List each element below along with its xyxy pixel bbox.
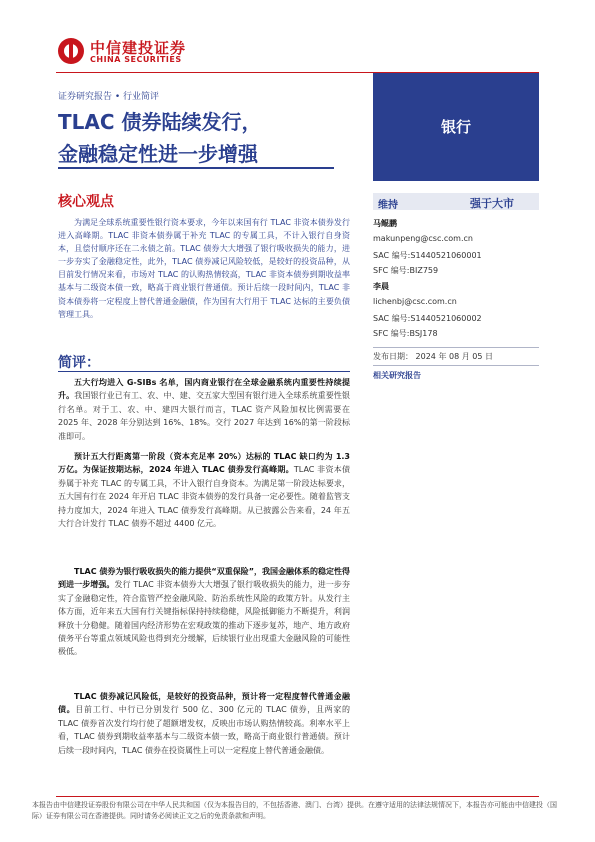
review-paragraph-3 (58, 565, 350, 659)
review-paragraph-4-body: 目前工行、中行已分别发行 500 亿、300 亿元的 TLAC 债券，且两家的 TLAC 债券首次发行均行使了超额增发权，反映出市场认购热情较高。利率水平上看，TLAC 债券到期收益率基本与二级资本债一致，略高于商业银行普通债。预计后续一段时间内，TLAC 债券在投资属性上可以一定程度上替代普通金融债。 (58, 705, 350, 755)
analyst-2-email[interactable]: lichenbj@csc.com.cn (373, 297, 457, 306)
review-paragraph-1 (58, 376, 350, 443)
review-paragraph-1-body: 我国银行业已有工、农、中、建、交五家大型国有银行进入全球系统重要性银行名单。对于工、农、中、建四大银行而言，TLAC 资产风险加权比例需要在 2025 年、2028 年分别达到 16%、18%。交行 2027 年达到 16%的第一阶段标准即可。 (58, 391, 351, 441)
logo-cn: 中信建投证券 (90, 39, 187, 57)
review-rule (58, 371, 350, 372)
date-rule (373, 347, 539, 348)
review-heading: 简评： (58, 355, 100, 371)
related-reports[interactable]: 相关研究报告 (373, 371, 421, 380)
analyst-2-name: 李晨 (373, 282, 389, 291)
analyst-2-sac: SAC 编号:S1440521060002 (373, 314, 482, 323)
title-line-2: 金融稳定性进一步增强 (58, 142, 258, 166)
title-underline (58, 167, 334, 169)
analyst-1-sfc: SFC 编号:BIZ759 (373, 266, 439, 275)
analyst-1-email[interactable]: makunpeng@csc.com.cn (373, 234, 473, 243)
core-text: 为满足全球系统重要性银行资本要求，今年以来国有行 TLAC 非资本债券发行进入高峰期。TLAC 非资本债券属于补充 TLAC 的专属工具，不计入银行自身资本，且偿付顺序还在二永债之前。TLAC 债券大大增强了银行吸收损失的能力，进一步夯实了金融稳定性，此外，TLAC 债券减记风险较低，是较好的投资品种，从目前发行情况来看，市场对 TLAC 的认购热情较高，TLAC 非资本债券到期收益率基本与二级资本债一致，略高于商业银行普通债。预计后续一段时间内，TLAC 非资本债券将一定程度上替代普通金融债，作为国有大行用于 TLAC 达标的主要负债管理工具。 (58, 218, 350, 319)
publish-date: 发布日期： 2024 年 08 月 05 日 (373, 352, 493, 361)
review-paragraph-4-lead: TLAC 债券减记风险低，是较好的投资品种，预计将一定程度替代普通金融债。 (58, 692, 350, 715)
footer-disclaimer: 本报告由中信建投证券股份有限公司在中华人民共和国（仅为本报告目的，不包括香港、澳门、台湾）提供。在遵守适用的法律法规情况下，本报告亦可能由中信建投（国际）证券有限公司在香港提供。同时请务必阅读正文之后的免责条款和声明。 (32, 801, 557, 820)
related-rule (373, 365, 539, 366)
analyst-2-sfc: SFC 编号:BSJ178 (373, 329, 438, 338)
sector-label: 银行 (440, 118, 471, 136)
footer-rule (56, 796, 539, 797)
review-paragraph-3-lead: TLAC 债券为银行吸收损失的能力提供“双重保险”，我国金融体系的稳定性得到进一步增强。 (58, 567, 350, 590)
analyst-1-name: 马鲲鹏 (373, 219, 397, 228)
report-type: 证券研究报告 • 行业简评 (58, 92, 160, 102)
review-paragraph-4 (58, 690, 350, 757)
review-paragraph-3-body: 发行 TLAC 非资本债券大大增强了银行吸收损失的能力，进一步夯实了金融稳定性，符合监管严控金融风险、防治系统性风险的政策方针。从发行主体方面，近年来五大国有行关键指标保持持续稳健，风险抵御能力不断提升，利润释放十分稳健。随着国内经济形势在宏观政策的推动下逐步复苏，地产、地方政府债务平台等重点领域风险也得到充分缓解，后续银行业出现重大金融风险的可能性极低。 (58, 580, 351, 657)
review-paragraph-2-lead: 预计五大行距离第一阶段（资本充足率 20%）达标的 TLAC 缺口约为 1.3 万亿。为保证按期达标，2024 年进入 TLAC 债券发行高峰期。 (58, 452, 350, 475)
analyst-1-sac: SAC 编号:S1440521060001 (373, 251, 482, 260)
title-line-1: TLAC 债券陆续发行， (58, 110, 262, 134)
rating-value: 强于大市 (470, 197, 514, 210)
core-heading: 核心观点 (58, 194, 114, 210)
logo-icon (58, 38, 84, 64)
page-title (58, 106, 262, 170)
rating-label: 维持 (378, 200, 398, 211)
review-paragraph-1-lead: 五大行均进入 G-SIBs 名单，国内商业银行在全球金融系统内重要性持续提升。 (58, 378, 350, 401)
logo-en: CHINA SECURITIES (90, 55, 182, 64)
review-paragraph-2-body: TLAC 非资本债券属于补充 TLAC 的专属工具，不计入银行自身资本。为满足第一阶段达标要求，五大国有行在 2024 年开启 TLAC 非资本债券的发行具备一定必要性。随着监管支持力度加大，2024 年进入 TLAC 债券发行高峰期。从已披露公告来看，24 年五大行合计发行 TLAC 债券不超过 4400 亿元。 (58, 465, 350, 529)
review-paragraph-2 (58, 450, 350, 530)
